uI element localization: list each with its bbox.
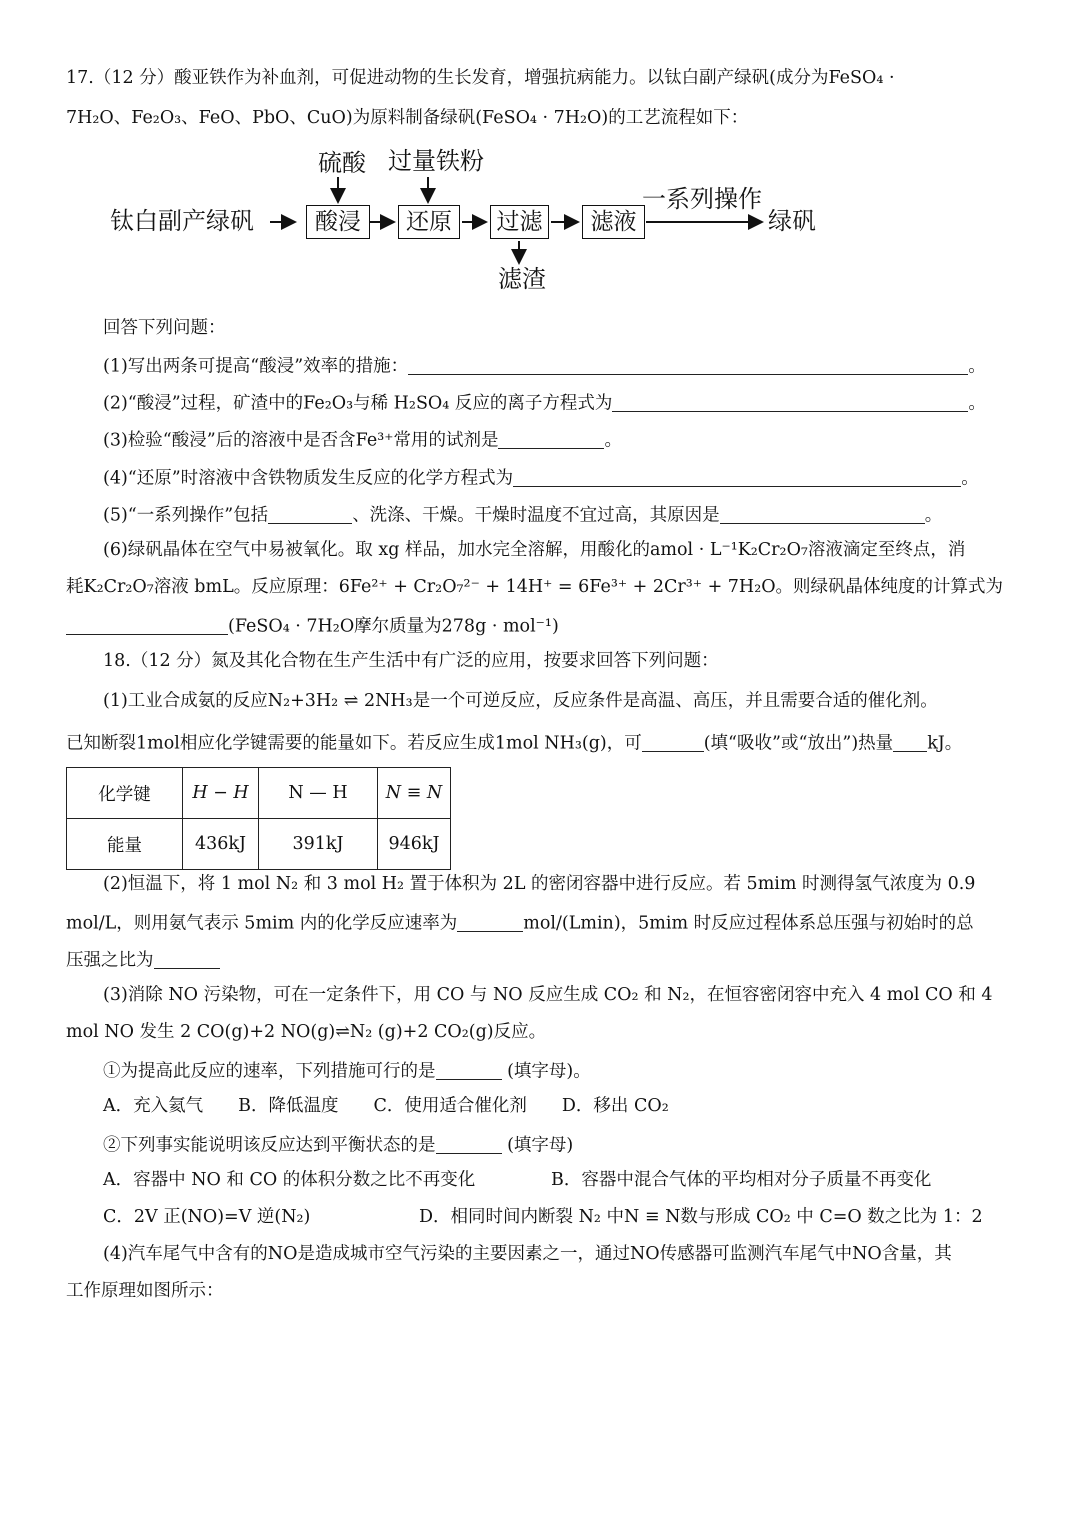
flow-step-acid-leach: 酸浸 [306,205,370,239]
q17-part3-text: (3)检验“酸浸”后的溶液中是否含Fe³⁺常用的试剂是 [103,430,499,451]
table-row [67,819,451,870]
option-a: A．容器中 NO 和 CO 的体积分数之比不再变化 [103,1170,476,1190]
q18-part1-text-a: 已知断裂1mol相应化学键需要的能量如下。若反应生成1mol NH₃(g)，可 [66,733,642,754]
answer-blank [457,913,523,932]
answer-blank [720,505,925,524]
q18-part4-line2: 工作原理如图所示： [66,1281,224,1301]
q17-part4 [103,468,1010,488]
answer-blank [408,356,968,375]
bond-energy-table [66,767,451,870]
q18-part4-line1: (4)汽车尾气中含有的NO是造成城市空气污染的主要因素之一，通过NO传感器可监测汽车尾气中NO含量，其 [103,1244,952,1264]
q18-sub1-options: A．充入氦气 B．降低温度 C．使用适合催化剂 D．移出 CO₂ [103,1096,669,1116]
flow-operation-label: 一系列操作 [642,185,762,213]
flow-step-filtration: 过滤 [490,205,549,239]
table-row [67,768,451,819]
flow-reagent-sulfuric-acid: 硫酸 [318,149,366,177]
answer-blank [498,430,604,449]
q18-sub2-text: ②下列事实能说明该反应达到平衡状态的是 [103,1135,436,1156]
q18-part3-line2: mol NO 发生 2 CO(g)+2 NO(g)⇌N₂ (g)+2 CO₂(g)反应。 [66,1022,547,1042]
table-header-cell: N — H [259,768,378,819]
option-d: D．相同时间内断裂 N₂ 中N ≡ N数与形成 CO₂ 中 C=O 数之比为 1：2 [419,1207,983,1227]
q18-part1-line1: (1)工业合成氨的反应N₂+3H₂ ⇌ 2NH₃是一个可逆反应，反应条件是高温、高压，并且需要合适的催化剂。 [103,691,938,711]
flow-byproduct-residue: 滤渣 [498,265,546,293]
q17-part1 [103,356,1010,376]
q17-part6-line2: 耗K₂Cr₂O₇溶液 bmL。反应原理：6Fe²⁺ + Cr₂O₇²⁻ + 14H⁺ = 6Fe³⁺ + 2Cr³⁺ + 7H₂O。则绿矾晶体纯度的计算式为 [66,577,1004,597]
q17-prompt: 回答下列问题： [103,318,226,338]
table-header-cell: 化学键 [67,768,183,819]
answer-blank [268,505,352,524]
option-b: B．容器中混合气体的平均相对分子质量不再变化 [551,1170,932,1190]
q18-part3-line1: (3)消除 NO 污染物，可在一定条件下，用 CO 与 NO 反应生成 CO₂ 和 N₂，在恒容密闭容中充入 4 mol CO 和 4 [103,985,993,1005]
q18-part2-text-c: 压强之比为 [66,950,154,971]
answer-blank [436,1135,502,1154]
table-header-cell: N ≡ N [378,768,451,819]
period: 。 [961,468,979,489]
q17-intro-line1: 17.（12 分）酸亚铁作为补血剂，可促进动物的生长发育，增强抗病能力。以钛白副产绿矾(成分为FeSO₄ · [66,68,895,88]
period: 。 [968,356,986,377]
table-cell: 436kJ [183,819,259,870]
q18-part1-line2 [66,733,1010,753]
q18-part1-text-b: (填“吸收”或“放出”)热量 [703,733,894,754]
flow-step-reduction: 还原 [398,205,460,239]
q17-part5 [103,505,1010,525]
q18-sub1 [103,1061,1010,1081]
q18-sub2-tail: (填字母) [507,1135,574,1156]
period: 。 [968,393,986,414]
answer-blank [893,733,927,752]
answer-blank [436,1061,502,1080]
q18-sub2 [103,1135,1010,1155]
q18-sub1-text: ①为提高此反应的速率，下列措施可行的是 [103,1061,436,1082]
q18-sub2-options-row1 [103,1172,1010,1190]
q17-intro-line2: 7H₂O、Fe₂O₃、FeO、PbO、CuO)为原料制备绿矾(FeSO₄ · 7H₂O)的工艺流程如下： [66,108,749,128]
q18-part2-text-a: mol/L，则用氨气表示 5mim 内的化学反应速率为 [66,913,458,934]
flow-reagent-iron-powder: 过量铁粉 [388,147,484,175]
q17-part2 [103,393,1010,413]
q17-part4-text: (4)“还原”时溶液中含铁物质发生反应的化学方程式为 [103,468,514,489]
q17-part1-text: (1)写出两条可提高“酸浸”效率的措施： [103,356,409,377]
flow-step-filtrate: 滤液 [582,205,645,239]
q18-part2-line2 [66,913,1010,933]
answer-blank [154,950,220,969]
q18-intro: 18.（12 分）氮及其化合物在生产生活中有广泛的应用，按要求回答下列问题： [103,651,719,671]
table-cell: 391kJ [259,819,378,870]
q17-part3 [103,430,1010,450]
q17-part2-text: (2)“酸浸”过程，矿渣中的Fe₂O₃与稀 H₂SO₄ 反应的离子方程式为 [103,393,613,414]
q18-sub2-options-row2 [103,1209,1010,1227]
period: 。 [924,505,943,526]
table-row-label: 能量 [67,819,183,870]
option-c: C．2V 正(NO)=V 逆(N₂) [103,1207,311,1227]
table-header-cell: H − H [183,768,259,819]
answer-blank [66,616,228,635]
flow-start-label: 钛白副产绿矾 [110,207,254,235]
q18-part2-line3 [66,950,1010,970]
q17-part6-line1: (6)绿矾晶体在空气中易被氧化。取 xg 样品，加水完全溶解，用酸化的amol · L⁻¹K₂Cr₂O₇溶液滴定至终点，消 [103,540,966,560]
q17-part6-molar-mass: (FeSO₄ · 7H₂O摩尔质量为278g · mol⁻¹) [228,616,559,637]
answer-blank [642,733,704,752]
q18-sub1-tail: (填字母)。 [507,1061,591,1082]
q18-part1-unit: kJ。 [927,733,963,754]
table-cell: 946kJ [378,819,451,870]
flow-product-label: 绿矾 [768,207,816,235]
q17-part5-text-b: 、洗涤、干燥。干燥时温度不宜过高，其原因是 [352,505,720,526]
process-flow-diagram [110,145,840,295]
period: 。 [604,430,622,451]
q17-part6-line3 [66,616,1010,636]
q18-part2-text-b: mol/(Lmin)，5mim 时反应过程体系总压强与初始时的总 [523,913,974,934]
q17-part5-text-a: (5)“一系列操作”包括 [103,505,269,526]
answer-blank [612,393,968,412]
answer-blank [513,468,961,487]
q18-part2-line1: (2)恒温下，将 1 mol N₂ 和 3 mol H₂ 置于体积为 2L 的密闭容器中进行反应。若 5mim 时测得氢气浓度为 0.9 [103,874,976,894]
